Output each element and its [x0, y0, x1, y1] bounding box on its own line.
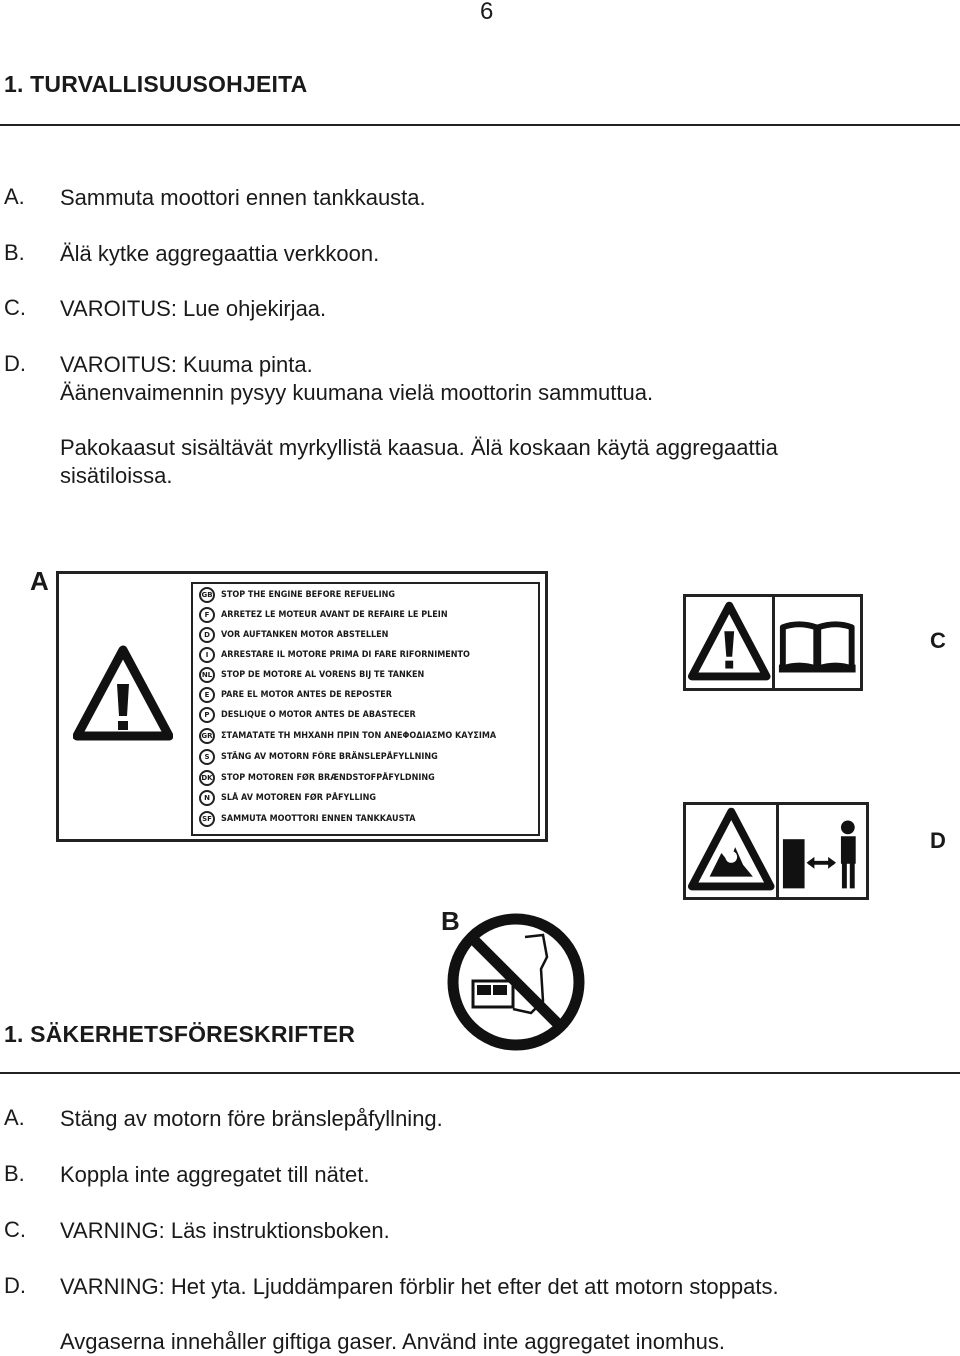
- list-item: [199, 646, 483, 664]
- section-heading-swedish: 1. SÄKERHETSFÖRESKRIFTER: [4, 1021, 356, 1047]
- sign-text: PARE EL MOTOR ANTES DE REPOSTER: [221, 690, 393, 700]
- list-item-text: VAROITUS: Lue ohjekirjaa.: [60, 296, 327, 321]
- figure-label-a: A: [30, 566, 49, 596]
- divider: [0, 124, 960, 126]
- list-letter: B.: [4, 240, 25, 265]
- sign-text: SLÅ AV MOTOREN FØR PÅFYLLING: [221, 793, 376, 803]
- list-letter: D.: [4, 351, 26, 376]
- language-list: [191, 582, 540, 836]
- sign-text: VOR AUFTANKEN MOTOR ABSTELLEN: [221, 630, 389, 640]
- language-badge: NL: [199, 667, 215, 683]
- sign-text: ARRETEZ LE MOTEUR AVANT DE REFAIRE LE PLEIN: [221, 610, 448, 620]
- language-badge: DK: [199, 770, 215, 786]
- no-grid-connection-icon: [443, 909, 589, 1055]
- language-badge: N: [199, 790, 215, 806]
- language-badge: F: [199, 607, 215, 623]
- keep-distance-icon: [779, 805, 866, 897]
- list-item-text: VARNING: Het yta. Ljuddämparen förblir het efter det att motorn stoppats.: [60, 1274, 779, 1299]
- section-heading-finnish: 1. TURVALLISUUSOHJEITA: [4, 71, 308, 97]
- manual-book-icon: [775, 597, 860, 688]
- list-letter: B.: [4, 1161, 25, 1186]
- list-item-text: VAROITUS: Kuuma pinta.: [60, 352, 313, 377]
- hot-surface-icon: [686, 805, 779, 897]
- refuel-warning-sign: [56, 571, 548, 842]
- sign-text: STÄNG AV MOTORN FÖRE BRÄNSLEPÅFYLLNING: [221, 752, 438, 762]
- read-manual-sign: [683, 594, 863, 691]
- list-letter: C.: [4, 1217, 26, 1242]
- list-item-text: Koppla inte aggregatet till nätet.: [60, 1162, 370, 1187]
- language-badge: GB: [199, 587, 215, 603]
- warning-triangle-icon: [73, 644, 173, 742]
- list-letter: A.: [4, 184, 25, 209]
- figure-label-c: C: [930, 628, 946, 653]
- sign-text: STOP DE MOTORE AL VORENS BIJ TE TANKEN: [221, 670, 425, 680]
- list-item: [199, 606, 460, 624]
- figure-label-b: B: [441, 906, 460, 936]
- sign-text: ΣΤΑΜΑΤΑΤΕ ΤΗ ΜΗΧΑΝΗ ΠΡΙΝ ΤΟΝ ΑΝΕΦΟΔΙΑΣΜΟ ΚΑΥΣΙΜΑ: [221, 731, 497, 741]
- divider: [0, 1072, 960, 1074]
- page-number: 6: [480, 0, 494, 25]
- list-item: [199, 686, 401, 704]
- list-item: [199, 666, 435, 684]
- language-badge: D: [199, 627, 215, 643]
- list-item: [199, 706, 426, 724]
- sign-text: DESLIQUE O MOTOR ANTES DE ABASTECER: [221, 710, 416, 720]
- sign-text: SAMMUTA MOOTTORI ENNEN TANKKAUSTA: [221, 814, 416, 824]
- list-item: [199, 810, 426, 828]
- warning-triangle-icon: [686, 597, 775, 688]
- sign-text: ARRESTARE IL MOTORE PRIMA DI FARE RIFORNIMENTO: [221, 650, 470, 660]
- list-item-text: Avgaserna innehåller giftiga gaser. Använd inte aggregatet inomhus.: [60, 1329, 725, 1354]
- list-item-text: Äänenvaimennin pysyy kuumana vielä moottorin sammuttua.: [60, 380, 654, 405]
- language-badge: I: [199, 647, 215, 663]
- list-item-text: VARNING: Läs instruktionsboken.: [60, 1218, 390, 1243]
- list-letter: A.: [4, 1105, 25, 1130]
- list-item-text: sisätiloissa.: [60, 463, 173, 488]
- figure-label-d: D: [930, 828, 946, 853]
- list-item: [199, 748, 449, 766]
- hot-surface-sign: [683, 802, 869, 900]
- list-item: [199, 586, 404, 604]
- list-item: [199, 727, 511, 745]
- list-item: [199, 626, 397, 644]
- language-badge: SF: [199, 811, 215, 827]
- language-badge: E: [199, 687, 215, 703]
- list-item-text: Stäng av motorn före bränslepåfyllning.: [60, 1106, 443, 1131]
- list-item: [199, 789, 384, 807]
- list-item-text: Sammuta moottori ennen tankkausta.: [60, 185, 426, 210]
- list-item-text: Älä kytke aggregaattia verkkoon.: [60, 241, 380, 266]
- language-badge: P: [199, 707, 215, 723]
- sign-text: STOP THE ENGINE BEFORE REFUELING: [221, 590, 395, 600]
- list-letter: D.: [4, 1273, 26, 1298]
- sign-text: STOP MOTOREN FØR BRÆNDSTOFPÅFYLDNING: [221, 773, 435, 783]
- language-badge: GR: [199, 728, 215, 744]
- list-item: [199, 769, 446, 787]
- list-item-text: Pakokaasut sisältävät myrkyllistä kaasua. Älä koskaan käytä aggregaattia: [60, 435, 778, 460]
- language-badge: S: [199, 749, 215, 765]
- list-letter: C.: [4, 295, 26, 320]
